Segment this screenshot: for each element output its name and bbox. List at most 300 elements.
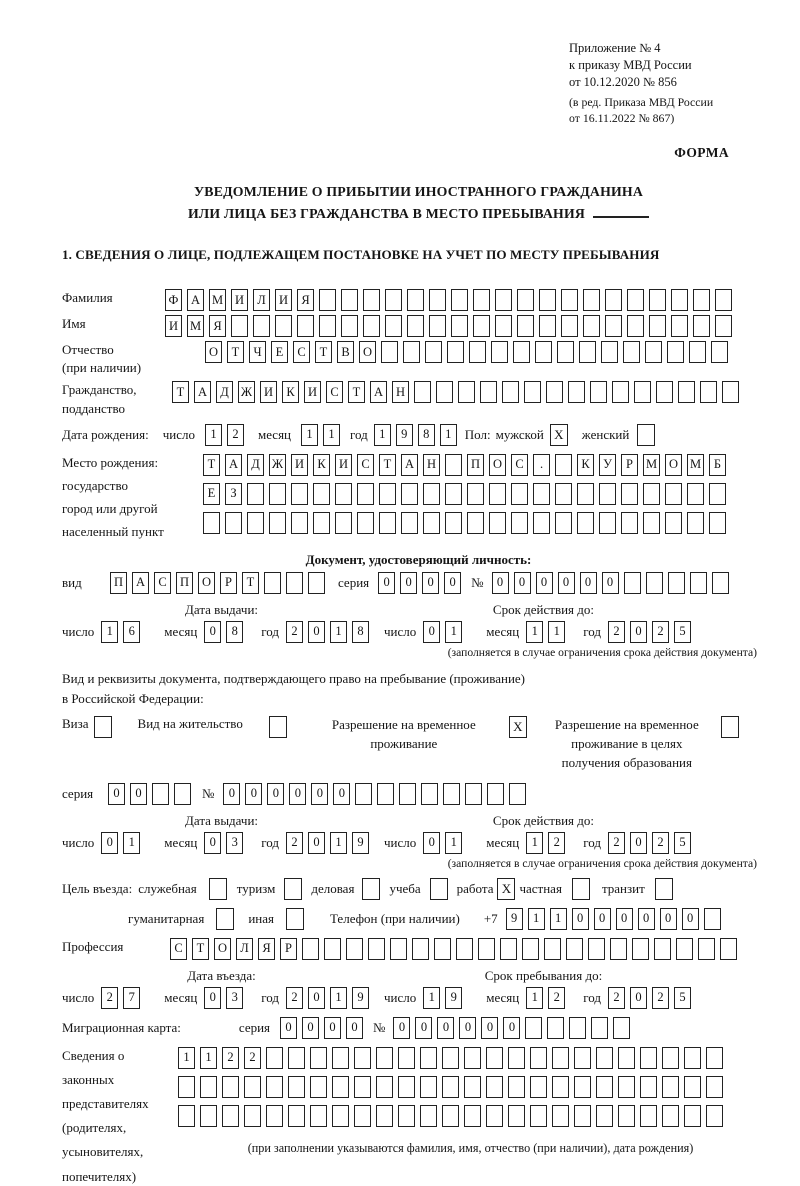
char-cell[interactable]: 0 xyxy=(481,1017,498,1039)
residence-permit-checkbox[interactable] xyxy=(269,716,287,738)
char-cell[interactable] xyxy=(517,315,534,337)
char-cell[interactable]: К xyxy=(282,381,299,403)
char-cell[interactable] xyxy=(377,783,394,805)
char-cell[interactable] xyxy=(464,1105,481,1127)
char-cell[interactable]: 0 xyxy=(308,832,325,854)
char-cell[interactable] xyxy=(601,341,618,363)
char-cell[interactable] xyxy=(266,1047,283,1069)
char-cell[interactable] xyxy=(354,1105,371,1127)
char-cell[interactable]: Ж xyxy=(238,381,255,403)
char-cell[interactable]: 2 xyxy=(548,987,565,1009)
char-cell[interactable] xyxy=(401,512,418,534)
char-cell[interactable] xyxy=(577,512,594,534)
char-cell[interactable] xyxy=(547,1017,564,1039)
char-cell[interactable] xyxy=(508,1105,525,1127)
char-cell[interactable] xyxy=(591,1017,608,1039)
char-cell[interactable] xyxy=(222,1105,239,1127)
char-cell[interactable] xyxy=(569,1017,586,1039)
char-cell[interactable] xyxy=(552,1105,569,1127)
char-cell[interactable] xyxy=(522,938,539,960)
char-cell[interactable] xyxy=(324,938,341,960)
char-cell[interactable] xyxy=(310,1105,327,1127)
char-cell[interactable] xyxy=(319,289,336,311)
char-cell[interactable]: 9 xyxy=(396,424,413,446)
char-cell[interactable] xyxy=(511,512,528,534)
char-cell[interactable]: А xyxy=(132,572,149,594)
char-cell[interactable]: К xyxy=(577,454,594,476)
char-cell[interactable] xyxy=(319,315,336,337)
char-cell[interactable]: 8 xyxy=(352,621,369,643)
char-cell[interactable] xyxy=(574,1047,591,1069)
char-cell[interactable]: 0 xyxy=(503,1017,520,1039)
char-cell[interactable] xyxy=(302,938,319,960)
char-cell[interactable] xyxy=(407,315,424,337)
char-cell[interactable] xyxy=(247,483,264,505)
char-cell[interactable] xyxy=(297,315,314,337)
char-cell[interactable]: 1 xyxy=(445,832,462,854)
char-cell[interactable]: С xyxy=(357,454,374,476)
char-cell[interactable] xyxy=(332,1076,349,1098)
char-cell[interactable]: Ж xyxy=(269,454,286,476)
char-cell[interactable]: С xyxy=(170,938,187,960)
char-cell[interactable]: Ф xyxy=(165,289,182,311)
char-cell[interactable] xyxy=(480,381,497,403)
char-cell[interactable]: 2 xyxy=(222,1047,239,1069)
char-cell[interactable] xyxy=(612,381,629,403)
char-cell[interactable]: И xyxy=(304,381,321,403)
char-cell[interactable]: М xyxy=(187,315,204,337)
char-cell[interactable] xyxy=(291,483,308,505)
char-cell[interactable]: 0 xyxy=(580,572,597,594)
purpose-study-checkbox[interactable] xyxy=(430,878,448,900)
char-cell[interactable]: 0 xyxy=(630,987,647,1009)
char-cell[interactable] xyxy=(253,315,270,337)
char-cell[interactable]: 0 xyxy=(638,908,655,930)
char-cell[interactable] xyxy=(401,483,418,505)
char-cell[interactable] xyxy=(420,1105,437,1127)
char-cell[interactable]: М xyxy=(209,289,226,311)
char-cell[interactable]: О xyxy=(198,572,215,594)
char-cell[interactable]: 1 xyxy=(323,424,340,446)
char-cell[interactable]: Я xyxy=(258,938,275,960)
char-cell[interactable]: 1 xyxy=(178,1047,195,1069)
char-cell[interactable]: Т xyxy=(227,341,244,363)
char-cell[interactable] xyxy=(152,783,169,805)
char-cell[interactable] xyxy=(264,572,281,594)
char-cell[interactable] xyxy=(524,381,541,403)
char-cell[interactable] xyxy=(712,572,729,594)
char-cell[interactable] xyxy=(313,512,330,534)
char-cell[interactable]: И xyxy=(260,381,277,403)
char-cell[interactable]: 1 xyxy=(330,832,347,854)
char-cell[interactable] xyxy=(704,908,721,930)
char-cell[interactable] xyxy=(495,289,512,311)
char-cell[interactable] xyxy=(398,1076,415,1098)
char-cell[interactable]: Ч xyxy=(249,341,266,363)
char-cell[interactable] xyxy=(665,512,682,534)
char-cell[interactable]: П xyxy=(176,572,193,594)
char-cell[interactable] xyxy=(525,1017,542,1039)
char-cell[interactable] xyxy=(678,381,695,403)
char-cell[interactable] xyxy=(662,1105,679,1127)
char-cell[interactable] xyxy=(442,1105,459,1127)
char-cell[interactable] xyxy=(486,1105,503,1127)
char-cell[interactable] xyxy=(671,289,688,311)
char-cell[interactable] xyxy=(478,938,495,960)
char-cell[interactable] xyxy=(596,1076,613,1098)
char-cell[interactable]: Р xyxy=(220,572,237,594)
char-cell[interactable] xyxy=(665,483,682,505)
char-cell[interactable] xyxy=(544,938,561,960)
char-cell[interactable] xyxy=(596,1047,613,1069)
char-cell[interactable]: Я xyxy=(297,289,314,311)
char-cell[interactable]: 0 xyxy=(437,1017,454,1039)
char-cell[interactable]: М xyxy=(643,454,660,476)
char-cell[interactable] xyxy=(403,341,420,363)
char-cell[interactable]: 0 xyxy=(616,908,633,930)
char-cell[interactable]: 2 xyxy=(652,832,669,854)
char-cell[interactable]: А xyxy=(370,381,387,403)
char-cell[interactable] xyxy=(684,1105,701,1127)
char-cell[interactable] xyxy=(632,938,649,960)
char-cell[interactable]: 2 xyxy=(608,832,625,854)
char-cell[interactable] xyxy=(357,512,374,534)
char-cell[interactable]: 1 xyxy=(526,621,543,643)
char-cell[interactable] xyxy=(357,483,374,505)
char-cell[interactable]: Е xyxy=(203,483,220,505)
char-cell[interactable] xyxy=(266,1076,283,1098)
char-cell[interactable] xyxy=(464,1047,481,1069)
char-cell[interactable] xyxy=(509,783,526,805)
char-cell[interactable]: 0 xyxy=(333,783,350,805)
char-cell[interactable]: 1 xyxy=(440,424,457,446)
char-cell[interactable] xyxy=(368,938,385,960)
char-cell[interactable] xyxy=(200,1076,217,1098)
char-cell[interactable] xyxy=(355,783,372,805)
char-cell[interactable]: К xyxy=(313,454,330,476)
char-cell[interactable] xyxy=(469,341,486,363)
char-cell[interactable]: 0 xyxy=(289,783,306,805)
char-cell[interactable] xyxy=(429,315,446,337)
purpose-official-checkbox[interactable] xyxy=(209,878,227,900)
char-cell[interactable]: 0 xyxy=(204,621,221,643)
purpose-business-checkbox[interactable] xyxy=(362,878,380,900)
char-cell[interactable] xyxy=(390,938,407,960)
char-cell[interactable] xyxy=(247,512,264,534)
char-cell[interactable]: 0 xyxy=(108,783,125,805)
char-cell[interactable]: 3 xyxy=(226,987,243,1009)
char-cell[interactable] xyxy=(649,289,666,311)
temp-residence-education-checkbox[interactable] xyxy=(721,716,739,738)
visa-checkbox[interactable] xyxy=(94,716,112,738)
char-cell[interactable]: 0 xyxy=(308,987,325,1009)
char-cell[interactable]: А xyxy=(225,454,242,476)
char-cell[interactable] xyxy=(434,938,451,960)
char-cell[interactable] xyxy=(689,341,706,363)
char-cell[interactable] xyxy=(667,341,684,363)
char-cell[interactable] xyxy=(533,483,550,505)
char-cell[interactable]: 0 xyxy=(378,572,395,594)
char-cell[interactable] xyxy=(530,1105,547,1127)
char-cell[interactable]: 0 xyxy=(204,832,221,854)
char-cell[interactable] xyxy=(720,938,737,960)
purpose-transit-checkbox[interactable] xyxy=(655,878,673,900)
char-cell[interactable]: 0 xyxy=(558,572,575,594)
char-cell[interactable]: 0 xyxy=(267,783,284,805)
char-cell[interactable]: 0 xyxy=(594,908,611,930)
char-cell[interactable] xyxy=(539,315,556,337)
char-cell[interactable]: З xyxy=(225,483,242,505)
char-cell[interactable] xyxy=(605,289,622,311)
char-cell[interactable] xyxy=(473,289,490,311)
char-cell[interactable] xyxy=(624,572,641,594)
char-cell[interactable] xyxy=(722,381,739,403)
char-cell[interactable]: Р xyxy=(621,454,638,476)
char-cell[interactable] xyxy=(706,1076,723,1098)
char-cell[interactable] xyxy=(341,289,358,311)
char-cell[interactable]: М xyxy=(687,454,704,476)
char-cell[interactable]: 0 xyxy=(572,908,589,930)
char-cell[interactable] xyxy=(640,1047,657,1069)
char-cell[interactable] xyxy=(599,483,616,505)
char-cell[interactable]: 0 xyxy=(630,832,647,854)
char-cell[interactable] xyxy=(676,938,693,960)
char-cell[interactable]: А xyxy=(194,381,211,403)
char-cell[interactable] xyxy=(618,1047,635,1069)
char-cell[interactable]: 2 xyxy=(608,621,625,643)
char-cell[interactable] xyxy=(385,289,402,311)
char-cell[interactable] xyxy=(421,783,438,805)
char-cell[interactable] xyxy=(310,1076,327,1098)
char-cell[interactable]: 1 xyxy=(423,987,440,1009)
char-cell[interactable] xyxy=(684,1076,701,1098)
char-cell[interactable]: О xyxy=(205,341,222,363)
char-cell[interactable] xyxy=(555,483,572,505)
char-cell[interactable] xyxy=(513,341,530,363)
char-cell[interactable] xyxy=(464,1076,481,1098)
char-cell[interactable] xyxy=(502,381,519,403)
char-cell[interactable]: Н xyxy=(392,381,409,403)
char-cell[interactable] xyxy=(379,483,396,505)
char-cell[interactable] xyxy=(445,512,462,534)
char-cell[interactable] xyxy=(458,381,475,403)
char-cell[interactable]: 0 xyxy=(423,832,440,854)
char-cell[interactable] xyxy=(288,1076,305,1098)
char-cell[interactable]: 2 xyxy=(286,621,303,643)
char-cell[interactable] xyxy=(451,289,468,311)
char-cell[interactable]: Д xyxy=(247,454,264,476)
char-cell[interactable] xyxy=(605,315,622,337)
char-cell[interactable] xyxy=(557,341,574,363)
char-cell[interactable] xyxy=(574,1105,591,1127)
char-cell[interactable] xyxy=(643,512,660,534)
char-cell[interactable] xyxy=(244,1076,261,1098)
char-cell[interactable]: 1 xyxy=(445,621,462,643)
char-cell[interactable] xyxy=(640,1076,657,1098)
char-cell[interactable]: 0 xyxy=(324,1017,341,1039)
char-cell[interactable] xyxy=(178,1105,195,1127)
char-cell[interactable]: 9 xyxy=(445,987,462,1009)
char-cell[interactable] xyxy=(508,1047,525,1069)
char-cell[interactable] xyxy=(429,289,446,311)
char-cell[interactable] xyxy=(715,289,732,311)
char-cell[interactable] xyxy=(706,1105,723,1127)
char-cell[interactable]: 0 xyxy=(682,908,699,930)
char-cell[interactable] xyxy=(456,938,473,960)
char-cell[interactable] xyxy=(561,289,578,311)
char-cell[interactable] xyxy=(643,483,660,505)
char-cell[interactable] xyxy=(618,1076,635,1098)
char-cell[interactable] xyxy=(442,1047,459,1069)
char-cell[interactable]: 0 xyxy=(204,987,221,1009)
char-cell[interactable] xyxy=(539,289,556,311)
char-cell[interactable]: 5 xyxy=(674,621,691,643)
char-cell[interactable] xyxy=(291,512,308,534)
char-cell[interactable] xyxy=(420,1076,437,1098)
char-cell[interactable] xyxy=(662,1047,679,1069)
char-cell[interactable]: 0 xyxy=(422,572,439,594)
char-cell[interactable] xyxy=(487,783,504,805)
char-cell[interactable] xyxy=(489,483,506,505)
char-cell[interactable] xyxy=(574,1076,591,1098)
char-cell[interactable] xyxy=(288,1105,305,1127)
char-cell[interactable] xyxy=(491,341,508,363)
char-cell[interactable] xyxy=(335,512,352,534)
char-cell[interactable]: 0 xyxy=(346,1017,363,1039)
char-cell[interactable] xyxy=(363,289,380,311)
char-cell[interactable]: Л xyxy=(253,289,270,311)
char-cell[interactable] xyxy=(266,1105,283,1127)
char-cell[interactable]: 0 xyxy=(245,783,262,805)
char-cell[interactable]: 2 xyxy=(244,1047,261,1069)
char-cell[interactable] xyxy=(486,1076,503,1098)
char-cell[interactable] xyxy=(275,315,292,337)
char-cell[interactable]: 0 xyxy=(660,908,677,930)
char-cell[interactable] xyxy=(656,381,673,403)
purpose-tourism-checkbox[interactable] xyxy=(284,878,302,900)
char-cell[interactable] xyxy=(222,1076,239,1098)
char-cell[interactable] xyxy=(711,341,728,363)
char-cell[interactable]: Т xyxy=(348,381,365,403)
char-cell[interactable] xyxy=(646,572,663,594)
char-cell[interactable]: 2 xyxy=(227,424,244,446)
char-cell[interactable]: Я xyxy=(209,315,226,337)
female-checkbox[interactable] xyxy=(637,424,655,446)
char-cell[interactable] xyxy=(671,315,688,337)
char-cell[interactable] xyxy=(627,315,644,337)
char-cell[interactable] xyxy=(200,1105,217,1127)
char-cell[interactable] xyxy=(420,1047,437,1069)
char-cell[interactable]: И xyxy=(275,289,292,311)
char-cell[interactable] xyxy=(552,1076,569,1098)
char-cell[interactable] xyxy=(687,512,704,534)
char-cell[interactable] xyxy=(621,512,638,534)
char-cell[interactable]: 0 xyxy=(536,572,553,594)
char-cell[interactable] xyxy=(640,1105,657,1127)
char-cell[interactable] xyxy=(583,315,600,337)
char-cell[interactable] xyxy=(445,483,462,505)
char-cell[interactable] xyxy=(363,315,380,337)
char-cell[interactable]: 0 xyxy=(130,783,147,805)
char-cell[interactable] xyxy=(447,341,464,363)
char-cell[interactable] xyxy=(308,572,325,594)
char-cell[interactable] xyxy=(178,1076,195,1098)
char-cell[interactable] xyxy=(467,512,484,534)
char-cell[interactable] xyxy=(423,512,440,534)
char-cell[interactable]: 0 xyxy=(223,783,240,805)
char-cell[interactable]: А xyxy=(187,289,204,311)
char-cell[interactable]: . xyxy=(533,454,550,476)
char-cell[interactable]: 2 xyxy=(652,621,669,643)
temp-residence-checkbox[interactable]: X xyxy=(509,716,527,738)
char-cell[interactable]: 0 xyxy=(444,572,461,594)
char-cell[interactable] xyxy=(425,341,442,363)
char-cell[interactable]: П xyxy=(467,454,484,476)
char-cell[interactable] xyxy=(486,1047,503,1069)
char-cell[interactable]: Б xyxy=(709,454,726,476)
char-cell[interactable] xyxy=(706,1047,723,1069)
char-cell[interactable] xyxy=(423,483,440,505)
char-cell[interactable] xyxy=(700,381,717,403)
char-cell[interactable]: 0 xyxy=(423,621,440,643)
char-cell[interactable] xyxy=(590,381,607,403)
char-cell[interactable] xyxy=(442,1076,459,1098)
char-cell[interactable]: 3 xyxy=(226,832,243,854)
char-cell[interactable]: 1 xyxy=(548,621,565,643)
char-cell[interactable]: 1 xyxy=(374,424,391,446)
char-cell[interactable] xyxy=(530,1076,547,1098)
char-cell[interactable] xyxy=(310,1047,327,1069)
char-cell[interactable] xyxy=(530,1047,547,1069)
char-cell[interactable] xyxy=(225,512,242,534)
char-cell[interactable]: 5 xyxy=(674,832,691,854)
purpose-humanitarian-checkbox[interactable] xyxy=(216,908,234,930)
char-cell[interactable] xyxy=(354,1076,371,1098)
char-cell[interactable]: 0 xyxy=(415,1017,432,1039)
char-cell[interactable] xyxy=(698,938,715,960)
char-cell[interactable]: Е xyxy=(271,341,288,363)
char-cell[interactable] xyxy=(577,483,594,505)
char-cell[interactable] xyxy=(495,315,512,337)
char-cell[interactable] xyxy=(500,938,517,960)
char-cell[interactable]: 1 xyxy=(550,908,567,930)
char-cell[interactable] xyxy=(715,315,732,337)
char-cell[interactable] xyxy=(568,381,585,403)
char-cell[interactable] xyxy=(354,1047,371,1069)
char-cell[interactable]: С xyxy=(293,341,310,363)
char-cell[interactable]: 0 xyxy=(400,572,417,594)
char-cell[interactable] xyxy=(561,315,578,337)
char-cell[interactable] xyxy=(508,1076,525,1098)
char-cell[interactable] xyxy=(412,938,429,960)
char-cell[interactable] xyxy=(451,315,468,337)
char-cell[interactable] xyxy=(174,783,191,805)
male-checkbox[interactable]: X xyxy=(550,424,568,446)
purpose-other-checkbox[interactable] xyxy=(286,908,304,930)
char-cell[interactable] xyxy=(385,315,402,337)
char-cell[interactable] xyxy=(709,483,726,505)
char-cell[interactable]: 0 xyxy=(302,1017,319,1039)
char-cell[interactable] xyxy=(654,938,671,960)
char-cell[interactable]: О xyxy=(665,454,682,476)
char-cell[interactable] xyxy=(346,938,363,960)
char-cell[interactable] xyxy=(379,512,396,534)
char-cell[interactable]: Т xyxy=(172,381,189,403)
char-cell[interactable]: 1 xyxy=(101,621,118,643)
char-cell[interactable]: 0 xyxy=(630,621,647,643)
char-cell[interactable]: 0 xyxy=(101,832,118,854)
char-cell[interactable]: Л xyxy=(236,938,253,960)
